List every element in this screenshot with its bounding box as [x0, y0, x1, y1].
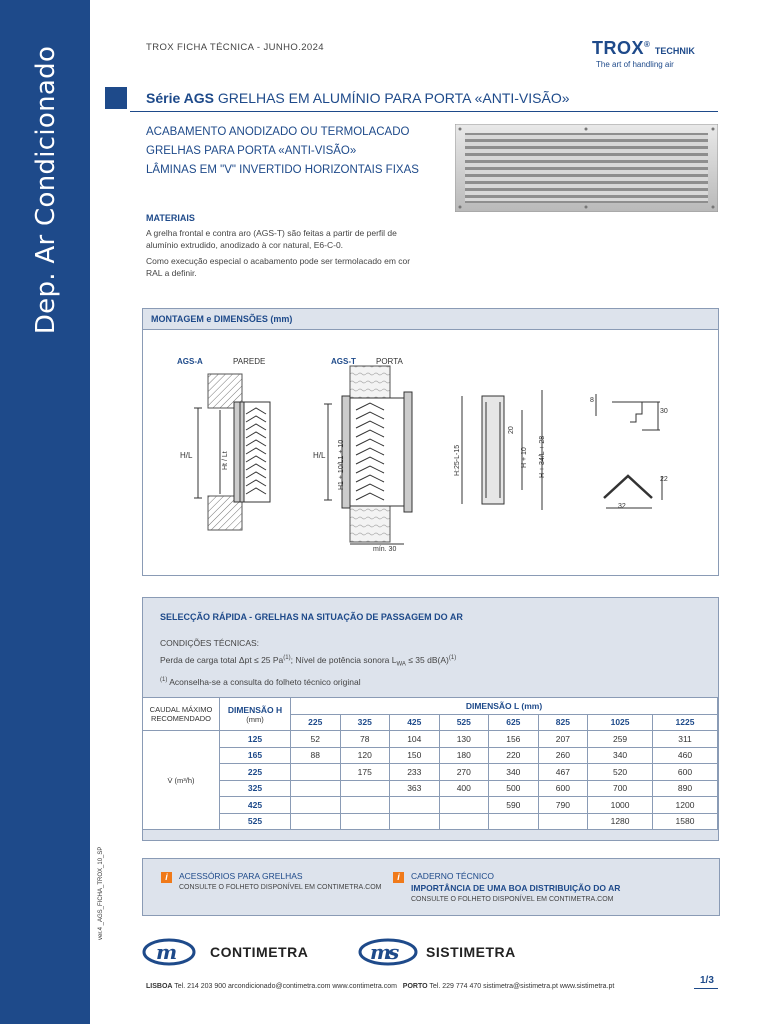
svg-text:m: m — [370, 940, 392, 964]
footnote-marker: (1) — [160, 676, 168, 683]
conditions-title: CONDIÇÕES TÉCNICAS: — [160, 638, 260, 648]
sound-power: ; Nível de potência sonora L — [290, 654, 397, 665]
h-value: 165 — [220, 747, 291, 764]
brand-registered: ® — [644, 40, 651, 49]
selection-heading: SELECÇÃO RÁPIDA - GRELHAS NA SITUAÇÃO DE PASSAGEM DO AR — [160, 612, 463, 622]
accessories-link[interactable]: ACESSÓRIOS PARA GRELHAS — [179, 871, 303, 881]
sistimetra-name: SISTIMETRA — [426, 944, 516, 960]
table-row — [143, 780, 718, 797]
l-value: 525 — [439, 714, 489, 731]
porto-label: PORTO — [402, 983, 428, 990]
dim-hl-a: H/L — [180, 451, 193, 460]
ags-t-label: AGS-T — [331, 357, 356, 366]
table-row — [143, 797, 718, 814]
dim-h-unit: (mm) — [246, 714, 264, 724]
footnote-ref: (1) — [448, 655, 457, 661]
series-name: Série AGS — [146, 90, 214, 106]
notebook-note: CONSULTE O FOLHETO DISPONÍVEL EM CONTIMETRA.COM — [411, 896, 614, 903]
table-cell: 590 — [489, 797, 539, 814]
sistimetra-logo — [358, 935, 516, 974]
table-cell: 270 — [439, 764, 489, 781]
feature-item: ACABAMENTO ANODIZADO OU TERMOLACADO — [146, 126, 410, 138]
table-cell — [291, 813, 341, 830]
contimetra-mark — [142, 935, 196, 969]
lisboa-contacts: Tel. 214 203 900 arcondicionado@contimetra.com www.contimetra.com — [174, 983, 397, 990]
table-cell — [291, 780, 341, 797]
brand-name: TROX — [592, 38, 645, 58]
table-cell: 700 — [588, 780, 653, 797]
door-label: PORTA — [376, 357, 403, 366]
dim-h-range: H:25-L-15 — [454, 444, 461, 476]
ags-a-label: AGS-A — [177, 357, 203, 366]
conditions-line — [160, 651, 456, 673]
sidebar — [0, 0, 90, 1024]
sound-limit: ≤ 35 dB(A) — [405, 654, 449, 665]
dim-22: 22 — [660, 476, 668, 483]
brand-tagline: The art of handling air — [596, 60, 674, 69]
table-cell: 311 — [653, 731, 718, 748]
dim-h-plus10: H + 10 — [521, 447, 528, 468]
department-title: Dep. Ar Condicionado — [31, 45, 61, 335]
trox-logo — [592, 38, 695, 69]
page-number: 1/3 — [700, 975, 714, 986]
table-cell: 467 — [538, 764, 588, 781]
table-cell: 220 — [489, 747, 539, 764]
table-cell — [291, 797, 341, 814]
h-value: 325 — [220, 780, 291, 797]
table-cell: 207 — [538, 731, 588, 748]
dim-h-title: DIMENSÃO H — [227, 704, 283, 715]
l-value: 625 — [489, 714, 539, 731]
table-cell: 400 — [439, 780, 489, 797]
title-marker — [105, 87, 127, 109]
table-cell: 460 — [653, 747, 718, 764]
table-cell: 120 — [340, 747, 390, 764]
table-cell: 1200 — [653, 797, 718, 814]
airflow-label: V̇ (m³/h) — [143, 731, 220, 830]
table-cell: 520 — [588, 764, 653, 781]
lisboa-label: LISBOA — [146, 983, 173, 990]
info-icon: i — [393, 872, 404, 883]
materials-text — [146, 227, 421, 283]
l-value: 325 — [340, 714, 390, 731]
table-row — [143, 747, 718, 764]
dim-20: 20 — [508, 426, 515, 434]
svg-text:m: m — [156, 940, 178, 964]
dim-min30: mín. 30 — [373, 546, 397, 553]
materials-heading: MATERIAIS — [146, 213, 195, 223]
h-value: 225 — [220, 764, 291, 781]
accessories-note: CONSULTE O FOLHETO DISPONÍVEL EM CONTIMETRA.COM — [179, 884, 382, 891]
table-cell: 156 — [489, 731, 539, 748]
table-cell — [489, 813, 539, 830]
info-icon: i — [161, 872, 172, 883]
materials-paragraph: A grelha frontal e contra aro (AGS-T) são feitas a partir de perfil de alumínio extrudido, anodizado à cor natural, E6-C-0. — [146, 228, 397, 250]
h-value: 525 — [220, 813, 291, 830]
mounting-heading: MONTAGEM e DIMENSÕES (mm) — [143, 309, 718, 330]
feature-item: GRELHAS PARA PORTA «ANTI-VISÃO» — [146, 145, 357, 157]
footnote-ref: (1) — [283, 655, 291, 661]
brand-sub: TECHNIK — [654, 46, 695, 56]
table-cell: 260 — [538, 747, 588, 764]
table-cell: 1000 — [588, 797, 653, 814]
table-cell: 52 — [291, 731, 341, 748]
version-code: ver.4 _AGS_FICHA_TROX_10_SP — [98, 846, 104, 940]
table-cell: 340 — [588, 747, 653, 764]
dim-8: 8 — [590, 397, 594, 404]
quick-selection-table — [142, 697, 718, 830]
h-value: 425 — [220, 797, 291, 814]
contimetra-name: CONTIMETRA — [210, 944, 309, 960]
table-cell — [439, 813, 489, 830]
dim-30: 30 — [660, 408, 668, 415]
contimetra-logo — [142, 935, 309, 974]
product-photo — [455, 124, 718, 212]
table-cell: 340 — [489, 764, 539, 781]
accessories-panel — [142, 858, 720, 916]
l-value: 225 — [291, 714, 341, 731]
table-cell: 890 — [653, 780, 718, 797]
dim-h-plus28: H + 34/L + 28 — [539, 435, 546, 478]
table-cell: 150 — [390, 747, 440, 764]
notebook-topic: IMPORTÂNCIA DE UMA BOA DISTRIBUIÇÃO DO AR — [411, 883, 621, 893]
dim-32: 32 — [618, 503, 626, 510]
series-description: GRELHAS EM ALUMÍNIO PARA PORTA «ANTI-VISÃO» — [217, 90, 570, 106]
table-cell: 259 — [588, 731, 653, 748]
table-cell: 1580 — [653, 813, 718, 830]
table-header-row — [143, 698, 718, 715]
table-cell: 180 — [439, 747, 489, 764]
dim-ht-lt: Ht / Lt — [222, 451, 229, 470]
table-cell: 175 — [340, 764, 390, 781]
l-value: 1225 — [653, 714, 718, 731]
table-cell: 88 — [291, 747, 341, 764]
header-dim-h — [220, 698, 291, 731]
document-info: TROX FICHA TÉCNICA - JUNHO.2024 — [146, 42, 324, 53]
table-cell: 233 — [390, 764, 440, 781]
table-cell: 600 — [653, 764, 718, 781]
title-divider — [130, 111, 718, 112]
page-title — [146, 90, 570, 106]
l-value: 425 — [390, 714, 440, 731]
l-value: 825 — [538, 714, 588, 731]
technical-notebook-link[interactable]: CADERNO TÉCNICO — [411, 871, 494, 881]
feature-list — [146, 123, 419, 180]
technical-conditions — [160, 636, 456, 689]
materials-paragraph: Como execução especial o acabamento pode ser termolacado em cor RAL a definir. — [146, 256, 411, 278]
table-cell — [340, 797, 390, 814]
header-dim-l: DIMENSÃO L (mm) — [291, 698, 718, 715]
table-cell — [390, 797, 440, 814]
dim-h1-l1: H1 + 10/L1 + 10 — [338, 439, 345, 490]
table-cell: 1280 — [588, 813, 653, 830]
table-cell — [538, 813, 588, 830]
page-divider — [694, 988, 718, 989]
sound-subscript: WA — [396, 661, 406, 668]
svg-text:s: s — [388, 940, 400, 964]
footnote-text: Aconselha-se a consulta do folheto técnico original — [167, 676, 361, 687]
table-cell — [439, 797, 489, 814]
porto-contacts: Tel. 229 774 470 sistimetra@sistimetra.pt www.sistimetra.pt — [429, 983, 615, 990]
table-cell: 130 — [439, 731, 489, 748]
pressure-loss: Perda de carga total Δpt ≤ 25 Pa — [160, 654, 284, 665]
l-value: 1025 — [588, 714, 653, 731]
wall-label: PAREDE — [233, 357, 266, 366]
table-cell: 790 — [538, 797, 588, 814]
table-cell — [291, 764, 341, 781]
h-value: 125 — [220, 731, 291, 748]
sistimetra-mark — [358, 935, 418, 969]
footnote — [160, 673, 456, 690]
table-cell: 600 — [538, 780, 588, 797]
table-cell — [340, 780, 390, 797]
header-caudal: CAUDAL MÁXIMO RECOMENDADO — [143, 698, 220, 731]
table-cell: 78 — [340, 731, 390, 748]
dim-hl-t: H/L — [313, 451, 326, 460]
table-row — [143, 813, 718, 830]
table-cell: 363 — [390, 780, 440, 797]
table-cell: 500 — [489, 780, 539, 797]
table-cell — [340, 813, 390, 830]
table-cell: 104 — [390, 731, 440, 748]
table-cell — [390, 813, 440, 830]
feature-item: LÂMINAS EM "V" INVERTIDO HORIZONTAIS FIXAS — [146, 164, 419, 176]
table-row — [143, 731, 718, 748]
table-row — [143, 764, 718, 781]
footer-contacts — [146, 983, 614, 990]
